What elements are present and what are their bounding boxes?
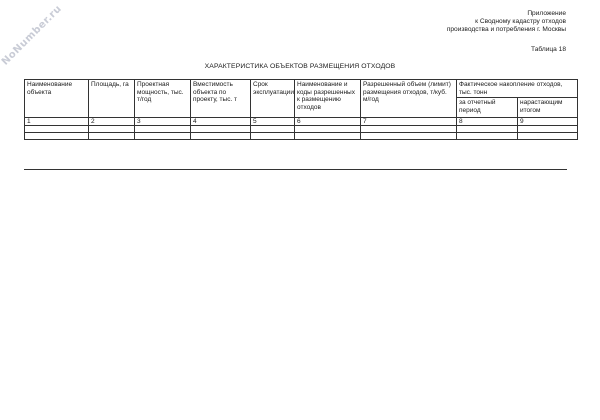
table-cell bbox=[89, 133, 135, 140]
header-cell: Разрешенный объем (лимит) размещения отходов, т/куб. м/год bbox=[361, 80, 457, 118]
bottom-rule bbox=[24, 169, 567, 170]
header-cell: Наименование объекта bbox=[25, 80, 89, 118]
header-cell: Площадь, га bbox=[89, 80, 135, 118]
table-cell bbox=[251, 126, 295, 133]
table-cell bbox=[457, 133, 518, 140]
table-row bbox=[25, 126, 578, 133]
table-cell bbox=[89, 126, 135, 133]
table-cell bbox=[295, 126, 361, 133]
column-number: 7 bbox=[361, 118, 457, 126]
header-cell: Проектная мощность, тыс. т/год bbox=[135, 80, 191, 118]
appendix-line: Приложение bbox=[527, 10, 566, 17]
objects-table bbox=[24, 79, 578, 140]
table-row bbox=[25, 133, 578, 140]
column-number: 9 bbox=[518, 118, 578, 126]
table-cell bbox=[25, 133, 89, 140]
header-cell: Вместимость объекта по проекту, тыс. т bbox=[191, 80, 251, 118]
table-cell bbox=[361, 133, 457, 140]
column-number: 5 bbox=[251, 118, 295, 126]
appendix-note bbox=[447, 10, 566, 35]
table-cell bbox=[361, 126, 457, 133]
column-number: 6 bbox=[295, 118, 361, 126]
appendix-line: производства и потребления г. Москвы bbox=[446, 26, 566, 34]
header-row bbox=[25, 80, 578, 98]
table-cell bbox=[457, 126, 518, 133]
document-title: ХАРАКТЕРИСТИКА ОБЪЕКТОВ РАЗМЕЩЕНИЯ ОТХОДОВ bbox=[204, 63, 396, 70]
table-cell bbox=[135, 133, 191, 140]
table-cell bbox=[295, 133, 361, 140]
column-number: 3 bbox=[135, 118, 191, 126]
column-number: 1 bbox=[25, 118, 89, 126]
table-cell bbox=[518, 133, 578, 140]
column-number: 8 bbox=[457, 118, 518, 126]
table-cell bbox=[135, 126, 191, 133]
header-cell: Наименование и коды разрешенных к размещению отходов bbox=[295, 80, 361, 118]
table-cell bbox=[251, 133, 295, 140]
watermark: NoNumber.ru bbox=[0, 3, 65, 68]
header-cell: Срок эксплуатации bbox=[251, 80, 295, 118]
table-cell bbox=[191, 133, 251, 140]
header-cell-group: Фактическое накопление отходов, тыс. тонн bbox=[457, 80, 578, 98]
column-number: 2 bbox=[89, 118, 135, 126]
table-cell bbox=[518, 126, 578, 133]
table-number: Таблица 18 bbox=[530, 46, 566, 53]
subheader-cell: за отчетный период bbox=[457, 98, 518, 118]
appendix-line: к Сводному кадастру отходов bbox=[475, 18, 566, 26]
column-number: 4 bbox=[191, 118, 251, 126]
table-cell bbox=[25, 126, 89, 133]
subheader-cell: нарастающим итогом bbox=[518, 98, 578, 118]
table-cell bbox=[191, 126, 251, 133]
column-number-row bbox=[25, 118, 578, 126]
